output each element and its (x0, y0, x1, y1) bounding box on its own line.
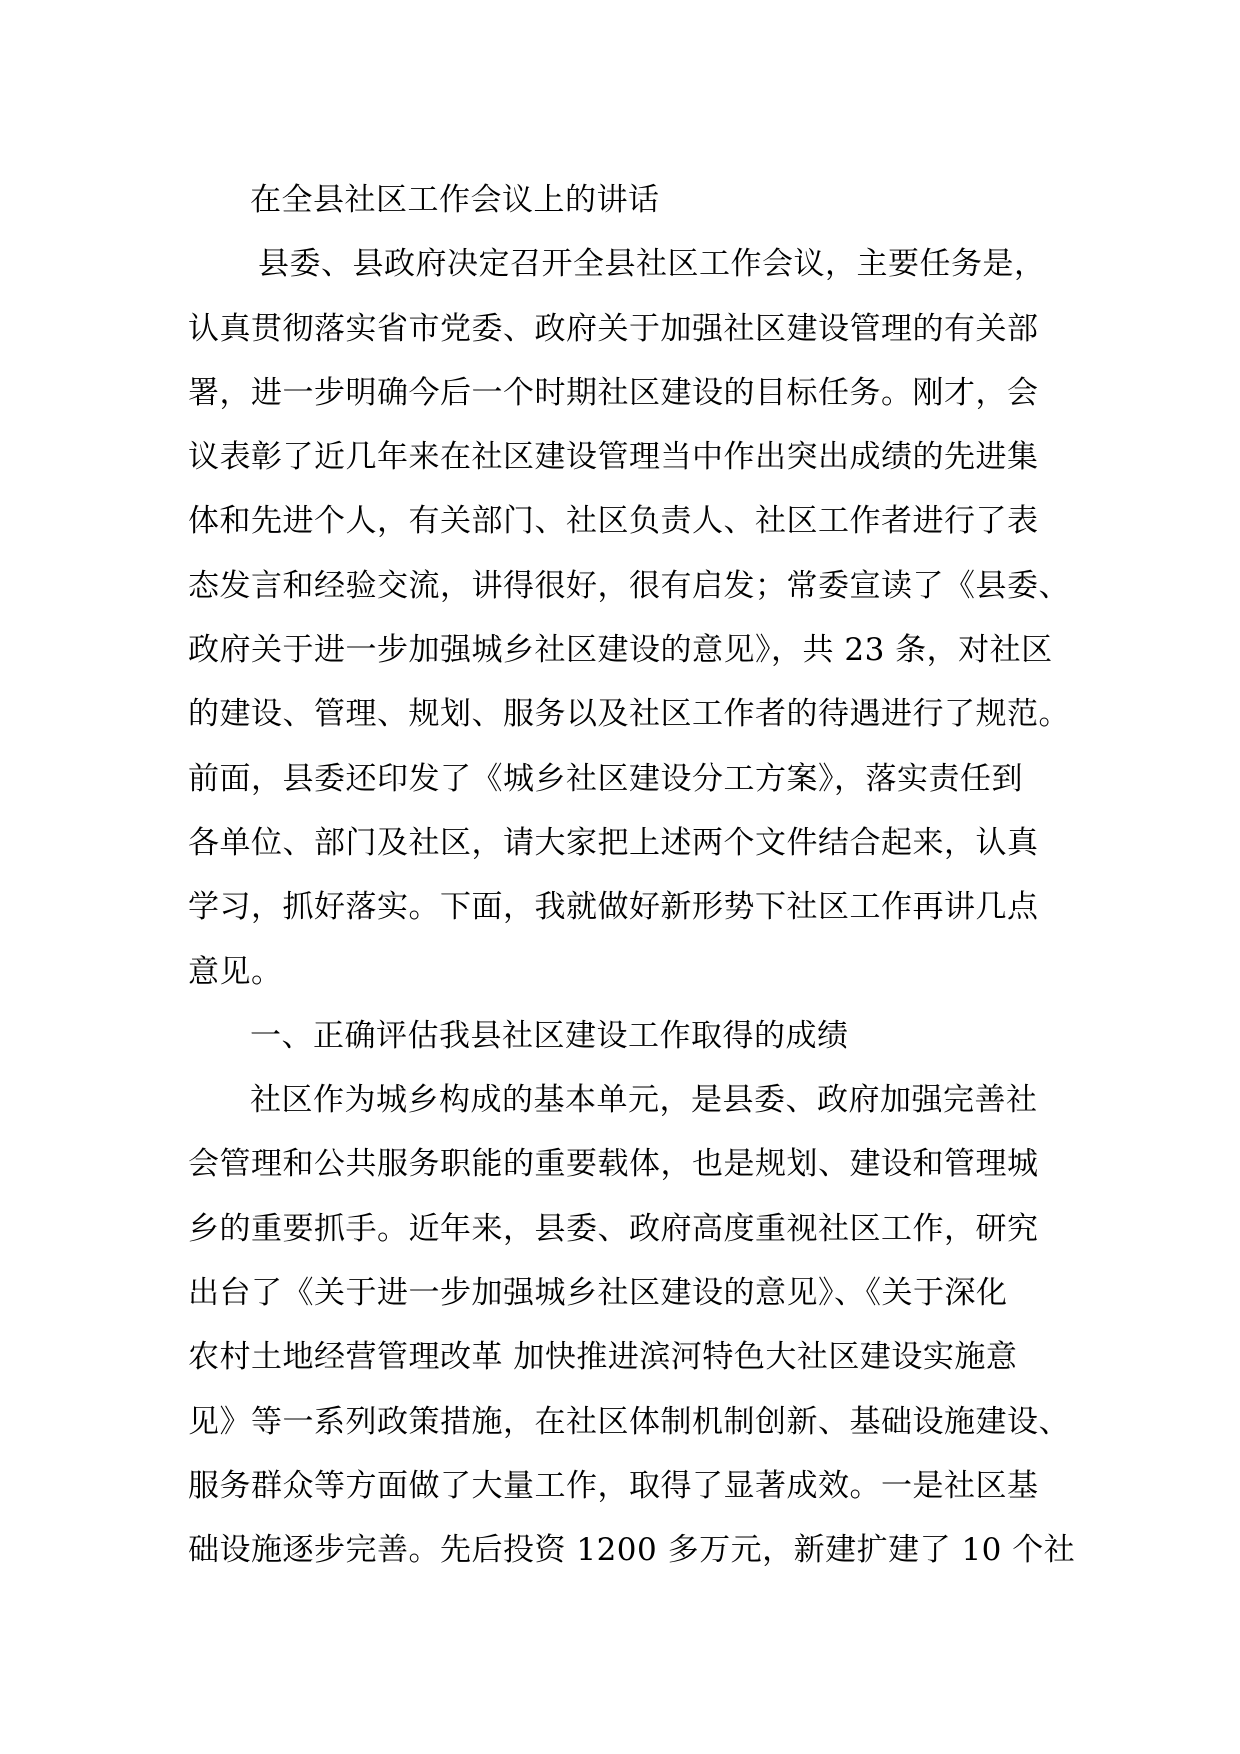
paragraph-line: 议表彰了近几年来在社区建设管理当中作出突出成绩的先进集 (188, 439, 1039, 476)
paragraph-line: 乡的重要抓手。近年来，县委、政府高度重视社区工作，研究 (188, 1210, 1039, 1247)
paragraph-line: 体和先进个人，有关部门、社区负责人、社区工作者进行了表 (188, 503, 1039, 540)
paragraph-line: 认真贯彻落实省市党委、政府关于加强社区建设管理的有关部 (188, 310, 1039, 347)
paragraph-line: 见》等一系列政策措施，在社区体制机制创新、基础设施建设、 (188, 1403, 1070, 1440)
paragraph-line: 政府关于进一步加强城乡社区建设的意见》，共 23 条，对社区 (188, 632, 1053, 669)
paragraph-line: 服务群众等方面做了大量工作，取得了显著成效。一是社区基 (188, 1467, 1039, 1504)
paragraph-line: 学习，抓好落实。下面，我就做好新形势下社区工作再讲几点 (188, 889, 1039, 926)
document-body (188, 168, 1076, 1583)
paragraph-line: 意见。 (188, 953, 283, 990)
paragraph-line: 县委、县政府决定召开全县社区工作会议，主要任务是， (258, 246, 1046, 283)
paragraph-line: 态发言和经验交流，讲得很好，很有启发；常委宣读了《县委、 (188, 567, 1070, 604)
paragraph-line: 会管理和公共服务职能的重要载体，也是规划、建设和管理城 (188, 1146, 1039, 1183)
paragraph-line: 出台了《关于进一步加强城乡社区建设的意见》、《关于深化 (188, 1275, 1008, 1312)
paragraph-line: 各单位、部门及社区，请大家把上述两个文件结合起来，认真 (188, 824, 1039, 861)
paragraph-line: 农村土地经营管理改革 加快推进滨河特色大社区建设实施意 (188, 1339, 1018, 1376)
paragraph-line: 署，进一步明确今后一个时期社区建设的目标任务。刚才，会 (188, 374, 1039, 411)
paragraph-line: 前面，县委还印发了《城乡社区建设分工方案》，落实责任到 (188, 760, 1023, 797)
paragraph-line: 的建设、管理、规划、服务以及社区工作者的待遇进行了规范。 (188, 696, 1070, 733)
paragraph-line: 础设施逐步完善。先后投资 1200 多万元，新建扩建了 10 个社 (188, 1532, 1076, 1569)
document-title: 在全县社区工作会议上的讲话 (250, 182, 660, 218)
paragraph-line: 社区作为城乡构成的基本单元，是县委、政府加强完善社 (250, 1082, 1038, 1119)
section-heading: 一、正确评估我县社区建设工作取得的成绩 (250, 1017, 849, 1054)
